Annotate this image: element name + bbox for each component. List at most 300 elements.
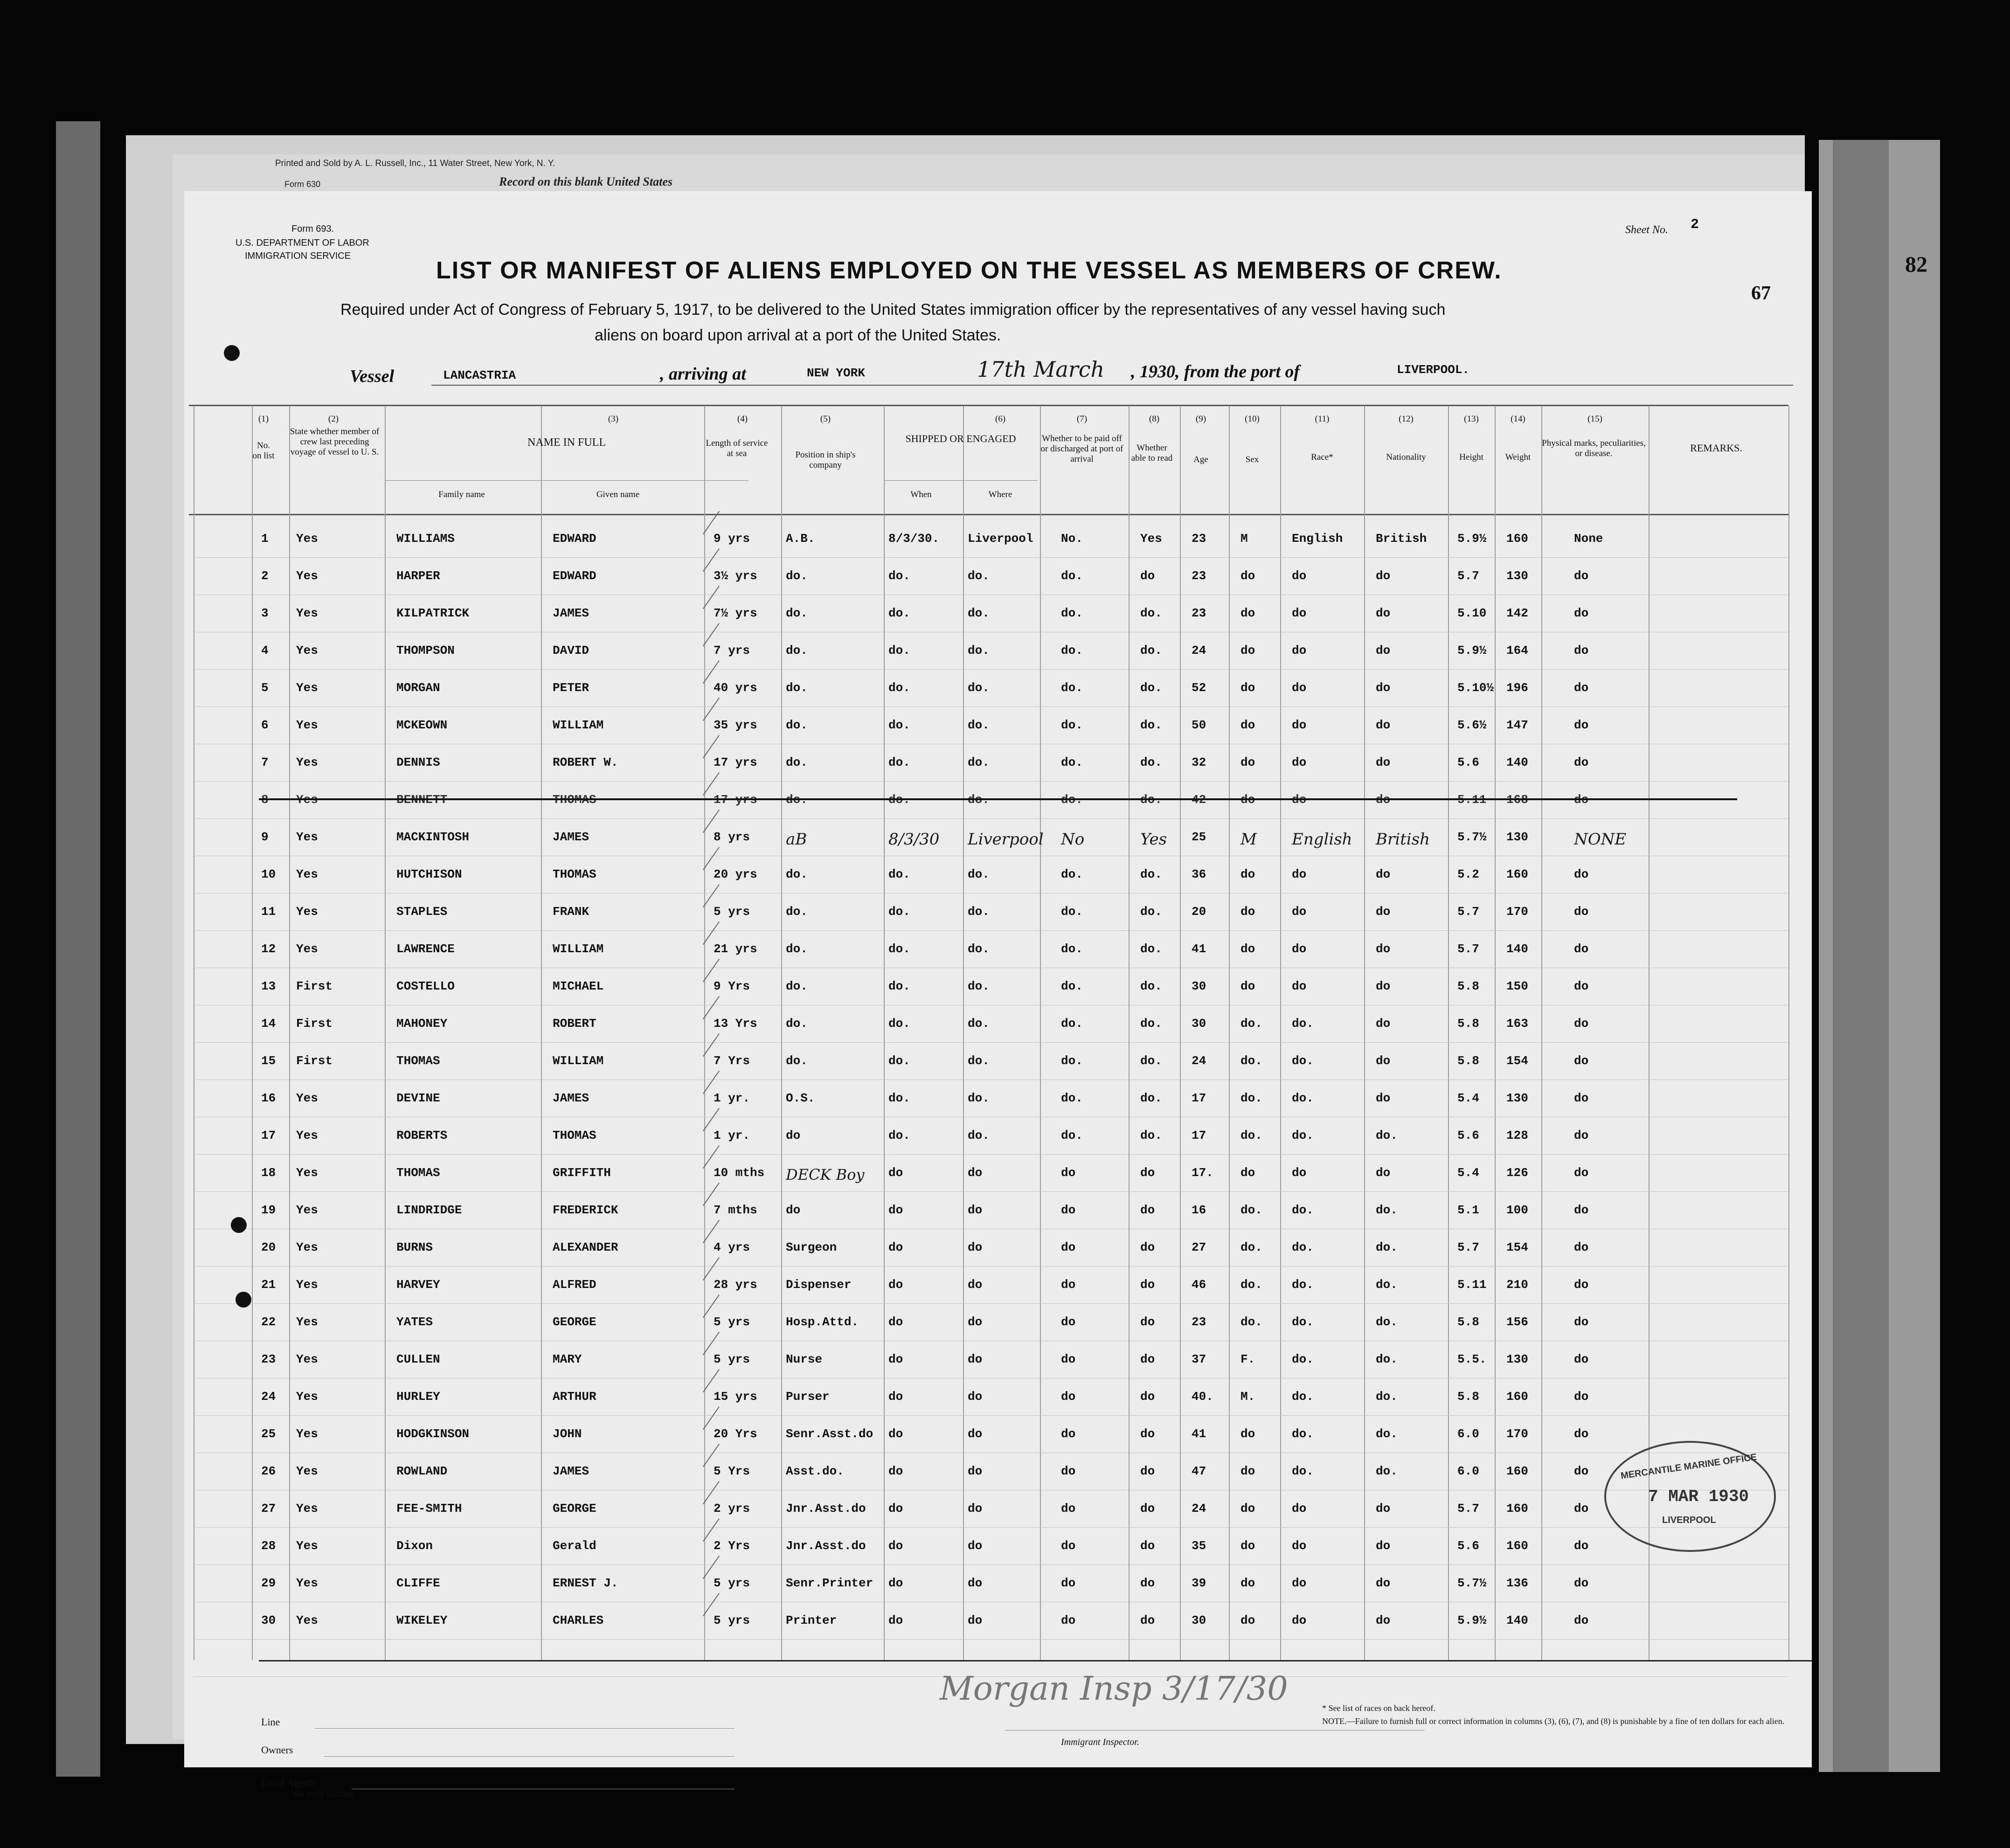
family-name: LAWRENCE <box>396 942 455 956</box>
check-mark <box>703 698 720 721</box>
physical-marks: do <box>1574 942 1589 956</box>
check-mark <box>703 1444 720 1467</box>
family-name: HODGKINSON <box>396 1427 470 1441</box>
row-number: 4 <box>261 644 269 658</box>
sex: do <box>1241 1613 1255 1627</box>
row-number: 10 <box>261 867 276 881</box>
record-line: Record on this blank United States <box>499 175 672 188</box>
position: do. <box>786 905 808 919</box>
race: English <box>1292 532 1343 546</box>
check-mark <box>703 1257 720 1280</box>
row-number: 23 <box>261 1352 276 1366</box>
height: 5.8 <box>1457 1315 1479 1329</box>
length-of-service: 5 yrs <box>714 1576 750 1590</box>
family-name: DEVINE <box>396 1091 440 1105</box>
physical-marks: do <box>1574 1502 1589 1516</box>
side-card-shadow <box>1833 140 1889 1772</box>
position: do. <box>786 1017 808 1031</box>
row-rule <box>194 1564 1788 1565</box>
height: 5.10½ <box>1457 681 1494 695</box>
shipped-where: do. <box>968 942 990 956</box>
position: Hosp.Attd. <box>786 1315 859 1329</box>
binder-hole <box>231 1217 247 1233</box>
position: do <box>786 1128 801 1142</box>
nationality: do <box>1376 1017 1391 1031</box>
position: do. <box>786 942 808 956</box>
age: 27 <box>1192 1240 1206 1254</box>
paid-off: do. <box>1061 1054 1083 1068</box>
member-state: Yes <box>296 718 318 732</box>
given-name: EDWARD <box>553 569 596 583</box>
column-divider <box>1280 406 1281 1660</box>
age: 24 <box>1192 644 1206 658</box>
able-to-read: do. <box>1140 718 1162 732</box>
family-name: ROBERTS <box>396 1128 448 1142</box>
shipped-when: 8/3/30 <box>888 830 940 849</box>
row-rule <box>194 557 1788 558</box>
stamp-city: LIVERPOOL <box>1662 1515 1716 1525</box>
given-name: GEORGE <box>553 1502 596 1516</box>
height: 5.6 <box>1457 1128 1479 1142</box>
check-mark <box>703 810 720 833</box>
column-divider <box>1495 406 1496 1660</box>
sex: do. <box>1241 1017 1262 1031</box>
member-state: Yes <box>296 1128 318 1142</box>
table-header-rule <box>189 514 1788 515</box>
row-number: 1 <box>261 532 269 546</box>
weight: 164 <box>1506 644 1528 658</box>
check-mark <box>703 1593 720 1616</box>
age: 17. <box>1192 1166 1213 1180</box>
age: 39 <box>1192 1576 1206 1590</box>
shipped-where: do. <box>968 905 990 919</box>
height: 5.1 <box>1457 1203 1479 1217</box>
shipped-where: do. <box>968 1017 990 1031</box>
shipped-when: do <box>888 1390 903 1404</box>
sex: do <box>1241 718 1255 732</box>
age: 41 <box>1192 1427 1206 1441</box>
length-of-service: 35 yrs <box>714 718 757 732</box>
column-divider <box>1129 406 1130 1660</box>
shipped-where: do <box>968 1203 983 1217</box>
position: Surgeon <box>786 1240 837 1254</box>
check-mark <box>703 921 720 945</box>
given-name: THOMAS <box>553 867 596 881</box>
sex: do <box>1241 942 1255 956</box>
weight: 140 <box>1506 942 1528 956</box>
length-of-service: 40 yrs <box>714 681 757 695</box>
height: 5.4 <box>1457 1091 1479 1105</box>
weight: 140 <box>1506 1613 1528 1627</box>
paid-off: do <box>1061 1427 1076 1441</box>
nationality: do <box>1376 644 1391 658</box>
length-of-service: 3½ yrs <box>714 569 757 583</box>
left-binding-strip <box>56 121 100 1777</box>
physical-marks: None <box>1574 532 1603 546</box>
able-to-read: do. <box>1140 606 1162 620</box>
able-to-read: do <box>1140 1166 1155 1180</box>
mercantile-marine-office-stamp <box>1604 1441 1776 1552</box>
position: aB <box>786 830 807 849</box>
header-member-state: State whether member of crew last preceding voyage of vessel to U. S. <box>290 427 380 457</box>
race: do <box>1292 569 1307 583</box>
shipped-where: do. <box>968 644 990 658</box>
weight: 130 <box>1506 569 1528 583</box>
page-title: LIST OR MANIFEST OF ALIENS EMPLOYED ON THE VESSEL AS MEMBERS OF CREW. <box>436 257 1502 284</box>
shipped-when: do <box>888 1502 903 1516</box>
age: 25 <box>1192 830 1206 844</box>
given-name: JAMES <box>553 606 589 620</box>
row-rule <box>194 1527 1788 1528</box>
physical-marks: do <box>1574 1315 1589 1329</box>
given-name: MICHAEL <box>553 979 604 993</box>
header-length-of-service: Length of service at sea <box>706 438 768 458</box>
given-name: GRIFFITH <box>553 1166 611 1180</box>
check-mark <box>703 1556 720 1579</box>
shipped-where: do <box>968 1240 983 1254</box>
position: do <box>786 1203 801 1217</box>
able-to-read: do. <box>1140 1128 1162 1142</box>
race: English <box>1292 830 1352 849</box>
paid-off: do. <box>1061 644 1083 658</box>
physical-marks: do <box>1574 1539 1589 1553</box>
sex: do. <box>1241 1315 1262 1329</box>
sex: do. <box>1241 1128 1262 1142</box>
shipped-when: do. <box>888 1128 910 1142</box>
row-rule <box>194 1639 1788 1640</box>
physical-marks: do <box>1574 867 1589 881</box>
column-divider <box>704 406 705 1660</box>
row-rule <box>194 930 1788 931</box>
row-number: 15 <box>261 1054 276 1068</box>
length-of-service: 21 yrs <box>714 942 757 956</box>
row-rule <box>194 1191 1788 1192</box>
able-to-read: do <box>1140 1315 1155 1329</box>
row-number: 16 <box>261 1091 276 1105</box>
paid-off: do. <box>1061 1091 1083 1105</box>
age: 17 <box>1192 1091 1206 1105</box>
column-divider <box>541 406 542 1660</box>
nationality: do <box>1376 1502 1391 1516</box>
member-state: Yes <box>296 681 318 695</box>
sex: M. <box>1241 1390 1255 1404</box>
age: 24 <box>1192 1054 1206 1068</box>
physical-marks: do <box>1574 905 1589 919</box>
physical-marks: do <box>1574 1576 1589 1590</box>
column-divider <box>1448 406 1449 1660</box>
paid-off: do. <box>1061 569 1083 583</box>
length-of-service: 7 mths <box>714 1203 757 1217</box>
local-agents-label: Local Agents <box>261 1777 316 1788</box>
paid-off: do. <box>1061 681 1083 695</box>
paid-off: do. <box>1061 606 1083 620</box>
member-state: Yes <box>296 1091 318 1105</box>
row-rule <box>194 781 1788 782</box>
physical-marks: do <box>1574 1464 1589 1478</box>
able-to-read: Yes <box>1140 830 1167 849</box>
shipped-where: do. <box>968 718 990 732</box>
position: Senr.Printer <box>786 1576 873 1590</box>
shipped-when: do. <box>888 1017 910 1031</box>
sheet-label: Sheet No. <box>1625 224 1668 236</box>
race: do. <box>1292 1352 1314 1366</box>
age: 23 <box>1192 532 1206 546</box>
able-to-read: do. <box>1140 1017 1162 1031</box>
age: 52 <box>1192 681 1206 695</box>
nationality: do <box>1376 718 1391 732</box>
given-name: ALFRED <box>553 1278 596 1292</box>
weight: 170 <box>1506 905 1528 919</box>
family-name: YATES <box>396 1315 433 1329</box>
nationality: do <box>1376 1091 1391 1105</box>
column-divider <box>884 406 885 1660</box>
race: do. <box>1292 1017 1314 1031</box>
race: do. <box>1292 1240 1314 1254</box>
position: do. <box>786 979 808 993</box>
age: 37 <box>1192 1352 1206 1366</box>
physical-marks: do <box>1574 606 1589 620</box>
arrival-date: 17th March <box>977 357 1105 382</box>
given-name: CHARLES <box>553 1613 604 1627</box>
shipped-where: do <box>968 1315 983 1329</box>
department: U.S. DEPARTMENT OF LABOR <box>236 238 369 248</box>
race: do <box>1292 905 1307 919</box>
weight: 163 <box>1506 1017 1528 1031</box>
row-rule <box>194 1042 1788 1043</box>
position: do. <box>786 718 808 732</box>
member-state: Yes <box>296 1240 318 1254</box>
family-name: CULLEN <box>396 1352 440 1366</box>
paid-off: do. <box>1061 979 1083 993</box>
height: 5.8 <box>1457 1390 1479 1404</box>
nationality: do. <box>1376 1352 1398 1366</box>
shipped-where: Liverpool <box>968 532 1033 546</box>
height: 5.9½ <box>1457 532 1487 546</box>
weight: 130 <box>1506 830 1528 844</box>
strike-line-row-8 <box>259 798 1737 800</box>
family-name: ROWLAND <box>396 1464 448 1478</box>
race: do. <box>1292 1315 1314 1329</box>
weight: 210 <box>1506 1278 1528 1292</box>
member-state: Yes <box>296 1613 318 1627</box>
column-number: (7) <box>1076 414 1088 424</box>
shipped-where: do <box>968 1576 983 1590</box>
check-mark <box>703 1033 720 1057</box>
weight: 160 <box>1506 1539 1528 1553</box>
shipped-where: do <box>968 1464 983 1478</box>
length-of-service: 1 yr. <box>714 1128 750 1142</box>
weight: 156 <box>1506 1315 1528 1329</box>
check-mark <box>703 1183 720 1206</box>
weight: 154 <box>1506 1054 1528 1068</box>
age: 46 <box>1192 1278 1206 1292</box>
family-name: LINDRIDGE <box>396 1203 462 1217</box>
form-number: Form 693. <box>291 224 334 234</box>
weight: 140 <box>1506 755 1528 769</box>
height: 5.9½ <box>1457 644 1487 658</box>
position: do. <box>786 867 808 881</box>
check-mark <box>703 1071 720 1094</box>
check-mark <box>703 1145 720 1169</box>
race: do <box>1292 1502 1307 1516</box>
column-divider <box>385 406 386 1660</box>
column-number: (4) <box>737 414 748 424</box>
family-name: HARPER <box>396 569 440 583</box>
shipped-where: do. <box>968 606 990 620</box>
able-to-read: do. <box>1140 942 1162 956</box>
paid-off: do <box>1061 1278 1076 1292</box>
nationality: British <box>1376 532 1427 546</box>
column-divider <box>1364 406 1365 1660</box>
weight: 128 <box>1506 1128 1528 1142</box>
sex: do. <box>1241 1278 1262 1292</box>
weight: 160 <box>1506 1464 1528 1478</box>
member-state: Yes <box>296 1464 318 1478</box>
member-state: Yes <box>296 1502 318 1516</box>
member-state: First <box>296 1017 333 1031</box>
physical-marks: do <box>1574 681 1589 695</box>
physical-marks: do <box>1574 1240 1589 1254</box>
row-number: 11 <box>261 905 276 919</box>
race: do <box>1292 644 1307 658</box>
check-mark <box>703 1108 720 1131</box>
stamp-date: 7 MAR 1930 <box>1648 1487 1749 1506</box>
row-number: 9 <box>261 830 269 844</box>
row-number: 14 <box>261 1017 276 1031</box>
family-name: THOMPSON <box>396 644 455 658</box>
position: DECK Boy <box>786 1166 865 1184</box>
given-name: ARTHUR <box>553 1390 596 1404</box>
printer-line: Printed and Sold by A. L. Russell, Inc., 11 Water Street, New York, N. Y. <box>275 159 555 168</box>
check-mark <box>703 1294 720 1318</box>
age: 23 <box>1192 606 1206 620</box>
physical-marks: do <box>1574 718 1589 732</box>
length-of-service: 20 yrs <box>714 867 757 881</box>
shipped-when: do. <box>888 755 910 769</box>
physical-marks: do <box>1574 1017 1589 1031</box>
paid-off: do <box>1061 1502 1076 1516</box>
shipped-when: 8/3/30. <box>888 532 940 546</box>
header-given-name: Given name <box>596 490 640 499</box>
paid-off: do <box>1061 1240 1076 1254</box>
able-to-read: do. <box>1140 979 1162 993</box>
row-number: 18 <box>261 1166 276 1180</box>
given-name: WILLIAM <box>553 1054 604 1068</box>
paid-off: do. <box>1061 1128 1083 1142</box>
weight: 150 <box>1506 979 1528 993</box>
paid-off: No. <box>1061 532 1083 546</box>
family-name: THOMAS <box>396 1166 440 1180</box>
given-name: DAVID <box>553 644 589 658</box>
race: do. <box>1292 1278 1314 1292</box>
manifest-sheet <box>184 191 1812 1799</box>
paid-off: do <box>1061 1166 1076 1180</box>
physical-marks: do <box>1574 1427 1589 1441</box>
age: 50 <box>1192 718 1206 732</box>
member-state: Yes <box>296 1166 318 1180</box>
check-mark <box>703 772 720 796</box>
able-to-read: do. <box>1140 755 1162 769</box>
given-name: FREDERICK <box>553 1203 618 1217</box>
length-of-service: 8 yrs <box>714 830 750 844</box>
position: Printer <box>786 1613 837 1627</box>
paid-off: do. <box>1061 1017 1083 1031</box>
physical-marks: do <box>1574 569 1589 583</box>
print-code: 5M 11/29 23/1068 <box>294 1791 353 1799</box>
family-name: DENNIS <box>396 755 440 769</box>
nationality: do <box>1376 755 1391 769</box>
column-number: (9) <box>1195 414 1206 424</box>
nationality: do <box>1376 1166 1391 1180</box>
weight: 196 <box>1506 681 1528 695</box>
binder-hole <box>224 345 240 361</box>
column-number: (14) <box>1511 414 1525 424</box>
shipped-when: do. <box>888 867 910 881</box>
family-name: HUTCHISON <box>396 867 462 881</box>
sex: do <box>1241 867 1255 881</box>
shipped-when: do. <box>888 644 910 658</box>
table-bottom-rule <box>259 1660 1812 1661</box>
length-of-service: 2 Yrs <box>714 1539 750 1553</box>
header-race: Race* <box>1311 452 1333 462</box>
weight: 160 <box>1506 867 1528 881</box>
length-of-service: 7½ yrs <box>714 606 757 620</box>
physical-marks: NONE <box>1574 830 1627 849</box>
row-number: 20 <box>261 1240 276 1254</box>
column-number: (6) <box>995 414 1006 424</box>
position: do. <box>786 644 808 658</box>
check-mark <box>703 1518 720 1542</box>
sex: do <box>1241 606 1255 620</box>
races-note: * See list of races on back hereof. <box>1322 1703 1435 1713</box>
nationality: do. <box>1376 1278 1398 1292</box>
check-mark <box>703 586 720 609</box>
member-state: Yes <box>296 755 318 769</box>
shipped-where: do <box>968 1539 983 1553</box>
able-to-read: do <box>1140 569 1155 583</box>
nationality: do <box>1376 1613 1391 1627</box>
weight: 160 <box>1506 532 1528 546</box>
column-divider <box>963 406 964 1660</box>
row-rule <box>194 1266 1788 1267</box>
column-divider <box>1229 406 1230 1660</box>
row-number: 22 <box>261 1315 276 1329</box>
age: 16 <box>1192 1203 1206 1217</box>
physical-marks: do <box>1574 1390 1589 1404</box>
inspector-label: Immigrant Inspector. <box>1061 1737 1139 1747</box>
shipped-where: do. <box>968 867 990 881</box>
position: do. <box>786 569 808 583</box>
member-state: Yes <box>296 830 318 844</box>
length-of-service: 1 yr. <box>714 1091 750 1105</box>
header-height: Height <box>1459 452 1483 462</box>
paid-off: No <box>1061 830 1085 849</box>
member-state: Yes <box>296 532 318 546</box>
family-name: THOMAS <box>396 1054 440 1068</box>
row-rule <box>194 1415 1788 1416</box>
shipped-when: do <box>888 1315 903 1329</box>
length-of-service: 5 yrs <box>714 1352 750 1366</box>
nationality: do <box>1376 905 1391 919</box>
height: 5.8 <box>1457 1054 1479 1068</box>
owners-label: Owners <box>261 1744 293 1756</box>
column-number: (3) <box>608 414 619 424</box>
member-state: Yes <box>296 1203 318 1217</box>
shipped-where: Liverpool <box>968 830 1044 849</box>
member-state: Yes <box>296 867 318 881</box>
length-of-service: 9 yrs <box>714 532 750 546</box>
weight: 147 <box>1506 718 1528 732</box>
